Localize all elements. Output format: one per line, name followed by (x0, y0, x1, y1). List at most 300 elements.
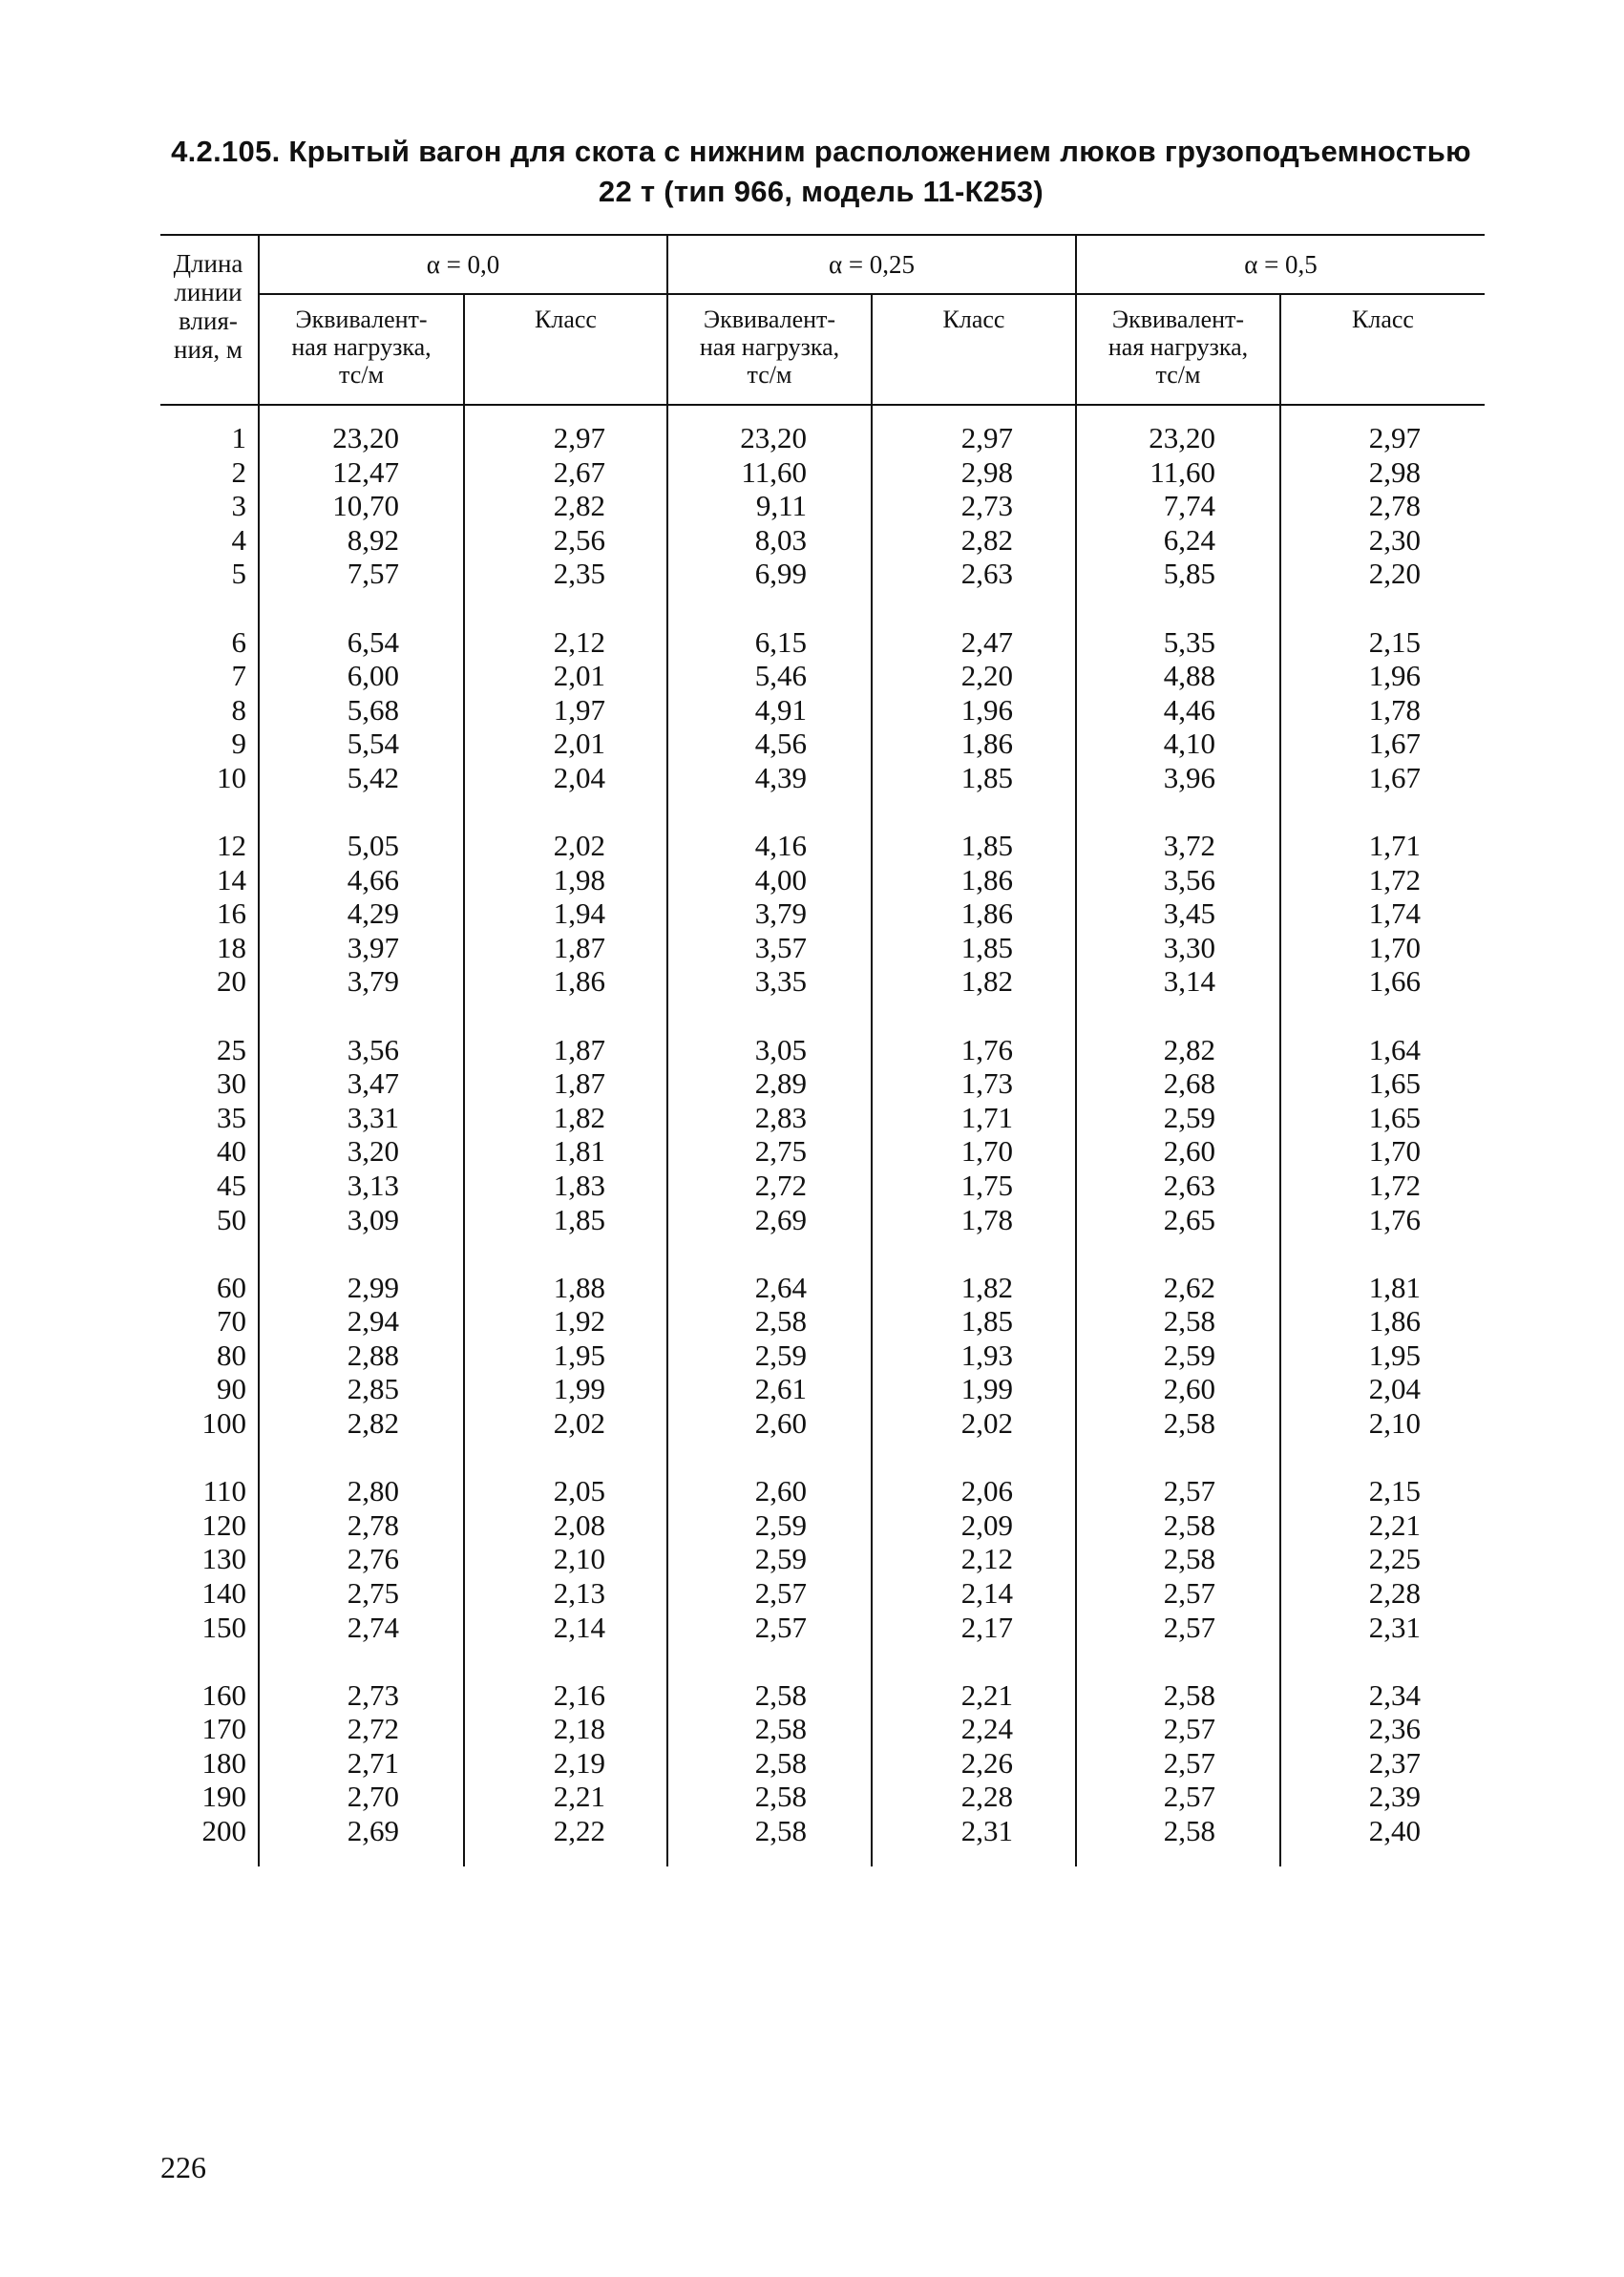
cell-length: 7 (231, 659, 246, 693)
cell-load-a025: 5,46 (754, 659, 807, 693)
cell-class-a025: 1,82 (960, 1270, 1013, 1304)
header-class-a025: Класс (942, 306, 1005, 333)
cell-load-a05: 4,88 (1163, 659, 1215, 693)
cell-load-a05: 3,72 (1163, 829, 1215, 862)
cell-class-a05: 1,65 (1368, 1066, 1421, 1101)
cell-class-a05: 2,34 (1368, 1677, 1421, 1712)
cell-load-a00: 4,29 (347, 896, 399, 931)
cell-class-a025: 1,70 (960, 1134, 1013, 1169)
cell-length: 20 (217, 964, 246, 999)
cell-load-a00: 4,66 (347, 862, 399, 896)
cell-load-a00: 3,47 (347, 1066, 399, 1101)
cell-class-a05: 1,67 (1368, 727, 1421, 761)
cell-length: 8 (231, 692, 246, 727)
cell-class-a05: 2,30 (1368, 522, 1421, 557)
cell-length: 150 (201, 1610, 246, 1644)
cell-load-a05: 5,35 (1163, 624, 1215, 659)
cell-length: 90 (217, 1372, 246, 1406)
cell-class-a025: 1,78 (960, 1202, 1013, 1236)
cell-class-a05: 2,37 (1368, 1745, 1421, 1780)
cell-load-a00: 5,54 (347, 727, 399, 761)
cell-length: 110 (202, 1474, 246, 1508)
header-length-line: Длина (173, 249, 243, 278)
cell-load-a00: 5,05 (347, 829, 399, 862)
cell-load-a025: 2,57 (754, 1610, 807, 1644)
table-row (0, 1101, 1624, 1135)
cell-class-a05: 1,76 (1368, 1202, 1421, 1236)
cell-class-a05: 2,15 (1368, 624, 1421, 659)
cell-load-a00: 2,69 (347, 1814, 399, 1847)
cell-class-a00: 2,56 (553, 522, 605, 557)
table-row (0, 1271, 1624, 1305)
cell-class-a00: 2,82 (553, 489, 605, 523)
cell-class-a025: 2,24 (960, 1712, 1013, 1746)
cell-class-a05: 2,31 (1368, 1610, 1421, 1644)
cell-load-a05: 2,58 (1163, 1677, 1215, 1712)
cell-load-a00: 7,57 (347, 557, 399, 591)
cell-class-a05: 2,21 (1368, 1507, 1421, 1542)
cell-load-a025: 4,39 (754, 760, 807, 794)
cell-class-a00: 2,16 (553, 1677, 605, 1712)
table-row (0, 863, 1624, 897)
header-load-line: ная нагрузка, (699, 333, 840, 361)
cell-class-a00: 2,22 (553, 1814, 605, 1847)
cell-class-a025: 1,86 (960, 727, 1013, 761)
cell-load-a00: 6,54 (347, 624, 399, 659)
cell-length: 70 (217, 1304, 246, 1339)
table-row (0, 1372, 1624, 1406)
cell-load-a025: 2,61 (754, 1372, 807, 1406)
cell-class-a05: 2,40 (1368, 1814, 1421, 1847)
table-row (0, 1406, 1624, 1441)
cell-load-a00: 2,74 (347, 1610, 399, 1644)
cell-class-a025: 2,12 (960, 1542, 1013, 1576)
cell-class-a00: 1,87 (553, 1032, 605, 1066)
cell-load-a025: 4,91 (754, 692, 807, 727)
cell-class-a00: 1,97 (553, 692, 605, 727)
cell-length: 16 (217, 896, 246, 931)
cell-load-a025: 23,20 (740, 421, 807, 454)
cell-load-a05: 2,58 (1163, 1406, 1215, 1440)
cell-load-a05: 3,96 (1163, 760, 1215, 794)
cell-length: 170 (201, 1712, 246, 1746)
cell-length: 10 (217, 760, 246, 794)
cell-load-a05: 2,57 (1163, 1712, 1215, 1746)
cell-class-a025: 2,73 (960, 489, 1013, 523)
cell-class-a05: 1,65 (1368, 1100, 1421, 1134)
cell-class-a00: 1,82 (553, 1100, 605, 1134)
cell-load-a05: 2,57 (1163, 1610, 1215, 1644)
cell-class-a00: 2,35 (553, 557, 605, 591)
table-row (0, 1780, 1624, 1814)
table-row (0, 557, 1624, 591)
cell-load-a00: 3,31 (347, 1100, 399, 1134)
cell-length: 140 (201, 1575, 246, 1610)
cell-load-a05: 11,60 (1149, 454, 1215, 489)
cell-load-a025: 9,11 (755, 489, 807, 523)
cell-class-a00: 2,21 (553, 1780, 605, 1814)
cell-load-a025: 3,05 (754, 1032, 807, 1066)
cell-class-a00: 1,94 (553, 896, 605, 931)
cell-class-a00: 1,99 (553, 1372, 605, 1406)
cell-class-a00: 1,83 (553, 1168, 605, 1202)
cell-class-a025: 1,99 (960, 1372, 1013, 1406)
cell-length: 6 (231, 624, 246, 659)
cell-class-a00: 2,10 (553, 1542, 605, 1576)
cell-load-a00: 2,99 (347, 1270, 399, 1304)
cell-class-a00: 2,01 (553, 727, 605, 761)
cell-load-a00: 2,71 (347, 1745, 399, 1780)
table-row (0, 523, 1624, 558)
cell-load-a05: 4,46 (1163, 692, 1215, 727)
cell-load-a05: 2,65 (1163, 1202, 1215, 1236)
cell-class-a025: 2,21 (960, 1677, 1013, 1712)
table-row (0, 1304, 1624, 1339)
cell-load-a025: 3,35 (754, 964, 807, 999)
page-number: 226 (160, 2150, 206, 2184)
cell-load-a05: 7,74 (1163, 489, 1215, 523)
cell-class-a025: 1,75 (960, 1168, 1013, 1202)
cell-length: 4 (231, 522, 246, 557)
cell-load-a00: 3,20 (347, 1134, 399, 1169)
cell-class-a00: 2,04 (553, 760, 605, 794)
cell-load-a025: 3,57 (754, 930, 807, 964)
cell-length: 2 (231, 454, 246, 489)
header-length-line: ния, м (174, 335, 243, 364)
cell-class-a00: 2,19 (553, 1745, 605, 1780)
table-row (0, 1576, 1624, 1611)
cell-load-a025: 2,59 (754, 1507, 807, 1542)
header-length-line: линии (174, 278, 243, 306)
cell-load-a00: 3,79 (347, 964, 399, 999)
table-row (0, 693, 1624, 727)
cell-class-a00: 2,01 (553, 659, 605, 693)
cell-load-a025: 2,58 (754, 1712, 807, 1746)
cell-length: 130 (201, 1542, 246, 1576)
cell-length: 160 (201, 1677, 246, 1712)
cell-class-a00: 2,14 (553, 1610, 605, 1644)
cell-class-a00: 1,81 (553, 1134, 605, 1169)
table-row (0, 896, 1624, 931)
cell-load-a025: 2,60 (754, 1406, 807, 1440)
cell-class-a025: 1,85 (960, 829, 1013, 862)
cell-class-a00: 1,86 (553, 964, 605, 999)
cell-load-a00: 2,78 (347, 1507, 399, 1542)
cell-class-a00: 2,67 (553, 454, 605, 489)
cell-length: 35 (217, 1100, 246, 1134)
cell-class-a025: 1,85 (960, 760, 1013, 794)
cell-class-a05: 1,70 (1368, 1134, 1421, 1169)
cell-class-a00: 2,02 (553, 1406, 605, 1440)
cell-length: 18 (217, 930, 246, 964)
table-row (0, 1678, 1624, 1713)
cell-length: 190 (201, 1780, 246, 1814)
cell-length: 60 (217, 1270, 246, 1304)
cell-class-a05: 2,97 (1368, 421, 1421, 454)
cell-class-a05: 2,78 (1368, 489, 1421, 523)
cell-length: 40 (217, 1134, 246, 1169)
cell-length: 14 (217, 862, 246, 896)
header-bottom-rule (160, 404, 1485, 406)
table-row (0, 1169, 1624, 1203)
cell-load-a025: 2,75 (754, 1134, 807, 1169)
cell-load-a00: 3,97 (347, 930, 399, 964)
cell-load-a025: 2,72 (754, 1168, 807, 1202)
table-row (0, 1203, 1624, 1237)
cell-load-a00: 12,47 (332, 454, 399, 489)
cell-load-a05: 2,58 (1163, 1814, 1215, 1847)
table-row (0, 1746, 1624, 1781)
cell-class-a05: 2,98 (1368, 454, 1421, 489)
table-row (0, 489, 1624, 523)
cell-class-a00: 2,05 (553, 1474, 605, 1508)
cell-length: 9 (231, 727, 246, 761)
cell-class-a025: 2,06 (960, 1474, 1013, 1508)
cell-class-a025: 2,02 (960, 1406, 1013, 1440)
cell-class-a025: 2,09 (960, 1507, 1013, 1542)
cell-class-a05: 1,67 (1368, 760, 1421, 794)
cell-length: 100 (201, 1406, 246, 1440)
cell-load-a05: 2,57 (1163, 1745, 1215, 1780)
cell-class-a025: 2,97 (960, 421, 1013, 454)
header-load-line: Эквивалент- (703, 306, 836, 333)
cell-load-a00: 3,13 (347, 1168, 399, 1202)
cell-class-a025: 2,63 (960, 557, 1013, 591)
cell-load-a05: 3,45 (1163, 896, 1215, 931)
cell-length: 120 (201, 1507, 246, 1542)
header-load-line: тс/м (1155, 361, 1201, 389)
cell-load-a05: 2,60 (1163, 1134, 1215, 1169)
cell-load-a025: 3,79 (754, 896, 807, 931)
cell-length: 12 (217, 829, 246, 862)
table-row (0, 1066, 1624, 1101)
header-alpha-0-5: α = 0,5 (1244, 250, 1318, 279)
cell-load-a00: 3,09 (347, 1202, 399, 1236)
cell-load-a05: 2,59 (1163, 1338, 1215, 1372)
cell-load-a025: 2,58 (754, 1745, 807, 1780)
header-load-line: тс/м (747, 361, 792, 389)
cell-class-a025: 2,26 (960, 1745, 1013, 1780)
table-row (0, 1508, 1624, 1543)
cell-class-a05: 1,96 (1368, 659, 1421, 693)
cell-load-a00: 5,42 (347, 760, 399, 794)
cell-load-a05: 3,56 (1163, 862, 1215, 896)
cell-load-a05: 2,58 (1163, 1542, 1215, 1576)
cell-class-a00: 2,13 (553, 1575, 605, 1610)
cell-class-a05: 1,64 (1368, 1032, 1421, 1066)
title-line-2: 22 т (тип 966, модель 11-К253) (598, 175, 1044, 208)
cell-class-a025: 1,86 (960, 862, 1013, 896)
cell-class-a05: 2,36 (1368, 1712, 1421, 1746)
table-row (0, 727, 1624, 761)
cell-class-a025: 1,93 (960, 1338, 1013, 1372)
cell-class-a00: 1,85 (553, 1202, 605, 1236)
cell-length: 180 (201, 1745, 246, 1780)
header-alpha-0-25: α = 0,25 (828, 250, 916, 279)
cell-class-a025: 2,28 (960, 1780, 1013, 1814)
table-row (0, 1339, 1624, 1373)
cell-class-a05: 2,20 (1368, 557, 1421, 591)
cell-load-a00: 10,70 (332, 489, 399, 523)
header-load-a05 (1077, 306, 1279, 389)
header-alpha-0-0: α = 0,0 (426, 250, 500, 279)
cell-load-a025: 2,58 (754, 1814, 807, 1847)
cell-class-a05: 1,78 (1368, 692, 1421, 727)
cell-load-a025: 2,83 (754, 1100, 807, 1134)
cell-load-a00: 23,20 (332, 421, 399, 454)
cell-class-a025: 1,96 (960, 692, 1013, 727)
header-load-line: ная нагрузка, (291, 333, 432, 361)
cell-class-a05: 1,95 (1368, 1338, 1421, 1372)
cell-class-a00: 1,87 (553, 930, 605, 964)
cell-load-a00: 2,72 (347, 1712, 399, 1746)
cell-class-a00: 2,97 (553, 421, 605, 454)
header-class-a00: Класс (535, 306, 597, 333)
table-row (0, 421, 1624, 455)
cell-load-a00: 2,76 (347, 1542, 399, 1576)
cell-load-a025: 2,59 (754, 1338, 807, 1372)
table-row (0, 1033, 1624, 1067)
cell-load-a05: 2,57 (1163, 1474, 1215, 1508)
cell-load-a00: 2,94 (347, 1304, 399, 1339)
cell-load-a00: 5,68 (347, 692, 399, 727)
cell-load-a025: 6,99 (754, 557, 807, 591)
cell-length: 80 (217, 1338, 246, 1372)
cell-length: 25 (217, 1032, 246, 1066)
cell-load-a025: 2,59 (754, 1542, 807, 1576)
cell-class-a025: 2,20 (960, 659, 1013, 693)
cell-load-a025: 4,16 (754, 829, 807, 862)
table-row (0, 1474, 1624, 1508)
cell-load-a025: 2,58 (754, 1780, 807, 1814)
title-line-1: 4.2.105. Крытый вагон для скота с нижним расположением люков грузоподъемностью (171, 135, 1471, 168)
cell-class-a05: 2,04 (1368, 1372, 1421, 1406)
table-top-rule (160, 234, 1485, 236)
table-row (0, 1542, 1624, 1576)
cell-load-a025: 2,58 (754, 1677, 807, 1712)
cell-class-a05: 1,81 (1368, 1270, 1421, 1304)
table-row (0, 931, 1624, 965)
cell-class-a00: 2,08 (553, 1507, 605, 1542)
cell-class-a00: 1,87 (553, 1066, 605, 1101)
table-row (0, 1712, 1624, 1746)
cell-load-a05: 6,24 (1163, 522, 1215, 557)
header-load-line: ная нагрузка, (1107, 333, 1249, 361)
table-row (0, 455, 1624, 490)
table-row (0, 1611, 1624, 1645)
cell-load-a05: 2,82 (1163, 1032, 1215, 1066)
cell-length: 3 (231, 489, 246, 523)
cell-load-a05: 2,57 (1163, 1575, 1215, 1610)
cell-load-a025: 2,58 (754, 1304, 807, 1339)
table-row (0, 625, 1624, 660)
table-row (0, 761, 1624, 795)
cell-load-a00: 2,73 (347, 1677, 399, 1712)
cell-class-a025: 2,17 (960, 1610, 1013, 1644)
cell-class-a05: 1,71 (1368, 829, 1421, 862)
cell-class-a025: 2,14 (960, 1575, 1013, 1610)
cell-load-a025: 11,60 (741, 454, 807, 489)
cell-load-a00: 2,80 (347, 1474, 399, 1508)
cell-load-a00: 2,75 (347, 1575, 399, 1610)
cell-load-a05: 23,20 (1149, 421, 1215, 454)
cell-load-a00: 6,00 (347, 659, 399, 693)
cell-class-a025: 1,85 (960, 930, 1013, 964)
cell-class-a025: 1,82 (960, 964, 1013, 999)
cell-load-a025: 8,03 (754, 522, 807, 557)
cell-load-a00: 2,85 (347, 1372, 399, 1406)
cell-class-a05: 2,25 (1368, 1542, 1421, 1576)
cell-class-a05: 1,74 (1368, 896, 1421, 931)
cell-class-a05: 1,72 (1368, 1168, 1421, 1202)
cell-class-a025: 1,85 (960, 1304, 1013, 1339)
cell-load-a025: 2,60 (754, 1474, 807, 1508)
cell-length: 45 (217, 1168, 246, 1202)
cell-load-a05: 2,60 (1163, 1372, 1215, 1406)
cell-load-a025: 4,56 (754, 727, 807, 761)
cell-class-a00: 1,88 (553, 1270, 605, 1304)
cell-load-a05: 2,58 (1163, 1507, 1215, 1542)
table-title (143, 132, 1499, 212)
cell-load-a05: 5,85 (1163, 557, 1215, 591)
cell-class-a00: 1,92 (553, 1304, 605, 1339)
cell-class-a00: 2,02 (553, 829, 605, 862)
cell-load-a05: 2,58 (1163, 1304, 1215, 1339)
cell-class-a05: 1,70 (1368, 930, 1421, 964)
header-length-line: влия- (179, 306, 238, 335)
cell-load-a05: 2,59 (1163, 1100, 1215, 1134)
cell-class-a025: 1,73 (960, 1066, 1013, 1101)
cell-class-a025: 2,31 (960, 1814, 1013, 1847)
cell-class-a05: 2,10 (1368, 1406, 1421, 1440)
cell-class-a05: 2,28 (1368, 1575, 1421, 1610)
cell-class-a05: 2,15 (1368, 1474, 1421, 1508)
cell-class-a05: 1,86 (1368, 1304, 1421, 1339)
cell-class-a00: 1,95 (553, 1338, 605, 1372)
cell-class-a00: 2,18 (553, 1712, 605, 1746)
cell-load-a00: 3,56 (347, 1032, 399, 1066)
table-row (0, 659, 1624, 693)
cell-class-a025: 1,86 (960, 896, 1013, 931)
header-length-cell (160, 249, 256, 364)
header-class-a05: Класс (1352, 306, 1414, 333)
cell-load-a025: 6,15 (754, 624, 807, 659)
header-load-a025 (668, 306, 871, 389)
cell-class-a025: 1,71 (960, 1100, 1013, 1134)
cell-load-a05: 4,10 (1163, 727, 1215, 761)
table-row (0, 964, 1624, 999)
header-load-line: Эквивалент- (1111, 306, 1245, 333)
table-row (0, 829, 1624, 863)
cell-class-a025: 2,98 (960, 454, 1013, 489)
header-load-a00 (260, 306, 463, 389)
cell-load-a025: 2,89 (754, 1066, 807, 1101)
cell-load-a05: 3,14 (1163, 964, 1215, 999)
cell-length: 30 (217, 1066, 246, 1101)
cell-class-a00: 2,12 (553, 624, 605, 659)
table-row (0, 1134, 1624, 1169)
cell-class-a05: 1,66 (1368, 964, 1421, 999)
cell-class-a05: 2,39 (1368, 1780, 1421, 1814)
cell-load-a00: 2,70 (347, 1780, 399, 1814)
cell-length: 200 (201, 1814, 246, 1847)
cell-load-a05: 2,63 (1163, 1168, 1215, 1202)
cell-load-a025: 4,00 (754, 862, 807, 896)
cell-length: 5 (231, 557, 246, 591)
cell-class-a05: 1,72 (1368, 862, 1421, 896)
header-load-line: Эквивалент- (295, 306, 428, 333)
cell-load-a00: 2,88 (347, 1338, 399, 1372)
